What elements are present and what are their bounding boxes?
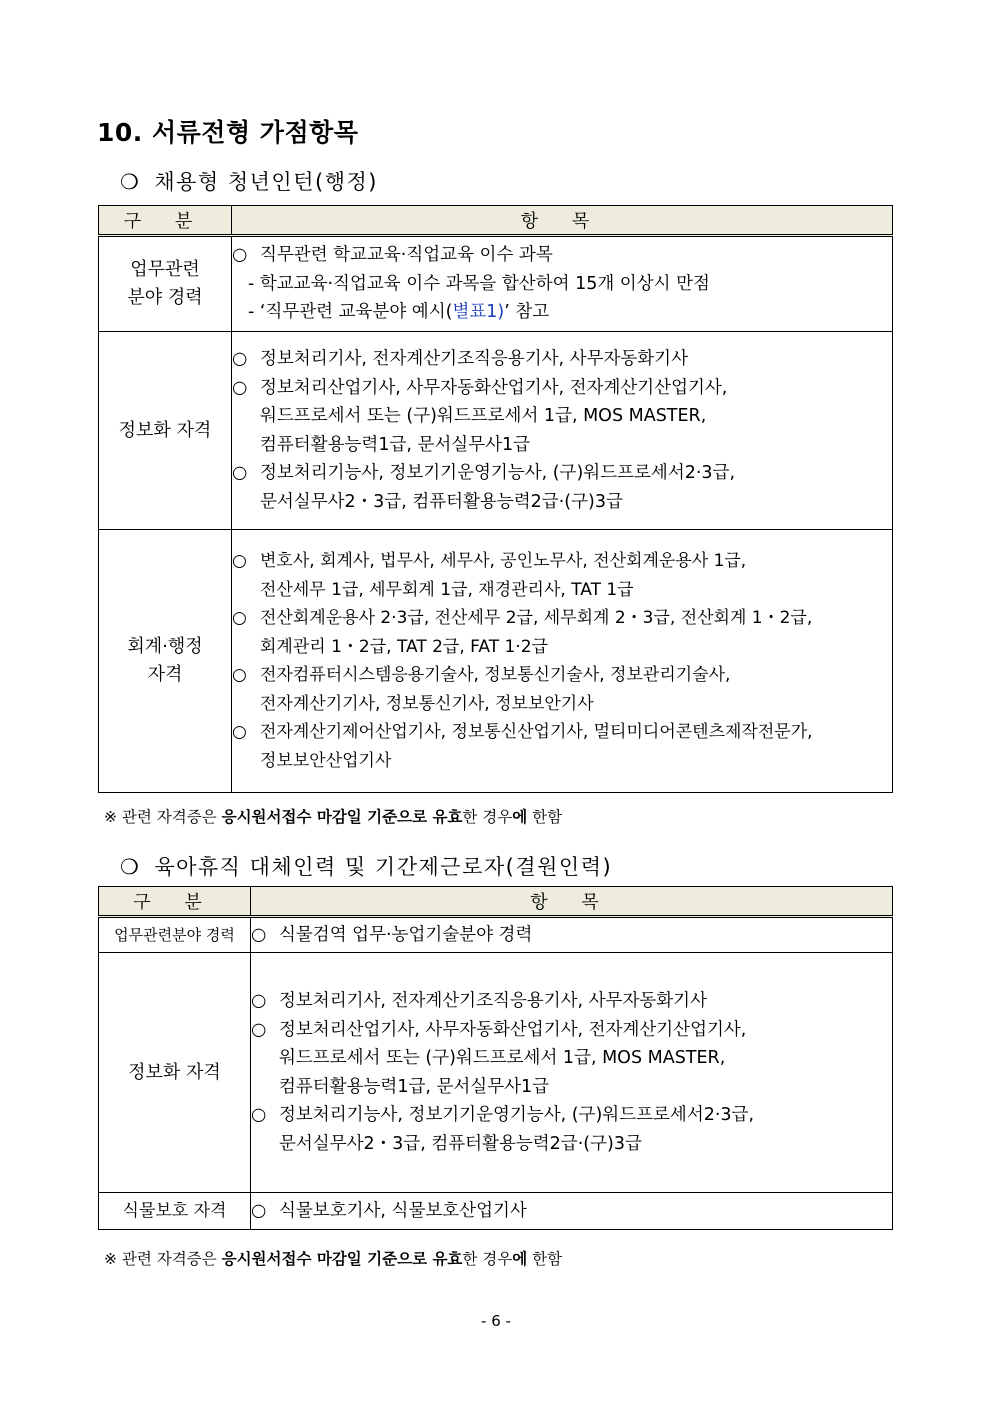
item-text: 정보보안산업기사 xyxy=(260,750,392,771)
item-text: 컴퓨터활용능력1급, 문서실무사1급 xyxy=(279,1076,550,1097)
item-text: 정보처리산업기사, 사무자동화산업기사, 전자계산기산업기사, xyxy=(279,1019,747,1040)
table-row xyxy=(99,332,893,530)
table-row xyxy=(99,917,893,953)
hollow-circle-bullet-icon: ❍ xyxy=(120,170,141,194)
sub-item: - 학교교육·직업교육 이수 과목을 합산하여 15개 이상시 만점 xyxy=(248,273,710,294)
circle-bullet-icon: ○ xyxy=(232,722,247,742)
note-emphasis: 에 xyxy=(512,1250,528,1268)
row-category: 업무관련분야 경력 xyxy=(99,917,251,953)
item-text: 회계관리 1・2급, TAT 2급, FAT 1·2급 xyxy=(260,636,548,657)
header-items: 항 목 xyxy=(251,887,893,917)
circle-bullet-icon: ○ xyxy=(232,551,247,571)
circle-bullet-icon: ○ xyxy=(251,1019,267,1040)
row-category: 정보화 자격 xyxy=(99,332,232,530)
row-items xyxy=(232,530,893,793)
appendix-reference: 별표1) xyxy=(452,302,505,323)
list-item xyxy=(232,374,892,460)
item-text: 식물보호기사, 식물보호산업기사 xyxy=(279,1200,527,1221)
qualification-note xyxy=(104,1247,562,1269)
item-text: 정보처리기능사, 정보기기운영기능사, (구)워드프로세서2·3급, xyxy=(260,463,736,483)
table-row xyxy=(99,236,893,332)
item-text: 전산회계운용사 2·3급, 전산세무 2급, 세무회계 2・3급, 전산회계 1・2급, xyxy=(260,608,813,628)
item-text: 전자계산기제어산업기사, 정보통신산업기사, 멀티미디어콘텐츠제작전문가, xyxy=(260,722,813,742)
row-category xyxy=(99,236,232,332)
list-item xyxy=(251,1101,892,1158)
item-text: 전자컴퓨터시스템응용기술사, 정보통신기술사, 정보관리기술사, xyxy=(260,665,731,685)
section2-heading-text: 육아휴직 대체인력 및 기간제근로자(결원인력) xyxy=(154,855,613,879)
item-text: 직무관련 학교교육·직업교육 이수 과목 xyxy=(260,245,553,266)
sub-item-text: - ‘직무관련 교육분야 예시( xyxy=(248,302,453,323)
item-text: 컴퓨터활용능력1급, 문서실무사1급 xyxy=(260,434,531,455)
item-text: 정보처리기능사, 정보기기운영기능사, (구)워드프로세서2·3급, xyxy=(279,1105,755,1125)
circle-bullet-icon: ○ xyxy=(251,1200,267,1221)
list-item xyxy=(232,718,892,775)
list-item xyxy=(251,1016,892,1102)
item-text: 전자계산기기사, 정보통신기사, 정보보안기사 xyxy=(260,693,594,714)
list-item xyxy=(232,459,892,516)
qualification-note xyxy=(104,805,562,827)
item-text: 워드프로세서 또는 (구)워드프로세서 1급, MOS MASTER, xyxy=(279,1048,726,1068)
section2-heading xyxy=(120,851,612,881)
row-category: 정보화 자격 xyxy=(99,953,251,1193)
circle-bullet-icon: ○ xyxy=(251,991,267,1011)
header-items: 항 목 xyxy=(232,206,893,236)
category-line: 업무관련 xyxy=(130,259,200,280)
header-category: 구 분 xyxy=(99,206,232,236)
sub-item-text: ’ 참고 xyxy=(504,302,550,323)
note-emphasis: 에 xyxy=(512,808,528,826)
circle-bullet-icon: ○ xyxy=(251,924,267,945)
circle-bullet-icon: ○ xyxy=(232,245,248,266)
row-items xyxy=(251,953,893,1193)
note-text: 한함 xyxy=(527,1250,563,1268)
section1-heading xyxy=(120,166,378,196)
circle-bullet-icon: ○ xyxy=(232,377,248,398)
item-text: 워드프로세서 또는 (구)워드프로세서 1급, MOS MASTER, xyxy=(260,406,707,426)
item-text: 식물검역 업무·농업기술분야 경력 xyxy=(279,924,533,945)
section2-table xyxy=(98,886,893,1230)
section1-heading-text: 채용형 청년인턴(행정) xyxy=(154,170,378,194)
row-items xyxy=(251,1193,893,1230)
section-title: 10. 서류전형 가점항목 xyxy=(97,118,359,147)
note-text: 한 경우 xyxy=(462,1250,513,1268)
row-items xyxy=(251,917,893,953)
note-emphasis: 응시원서접수 마감일 기준으로 유효 xyxy=(221,808,463,826)
section1-table xyxy=(98,205,893,793)
list-item xyxy=(251,987,892,1016)
list-item xyxy=(232,241,892,270)
row-items xyxy=(232,236,893,332)
item-text: 정보처리기사, 전자계산기조직응용기사, 사무자동화기사 xyxy=(260,349,688,369)
table-row xyxy=(99,530,893,793)
row-category xyxy=(99,530,232,793)
circle-bullet-icon: ○ xyxy=(232,665,247,685)
note-text: 한 경우 xyxy=(462,808,513,826)
table-row xyxy=(99,1193,893,1230)
table-header-row xyxy=(99,887,893,917)
circle-bullet-icon: ○ xyxy=(251,1105,267,1125)
list-item xyxy=(232,547,892,604)
circle-bullet-icon: ○ xyxy=(232,463,248,483)
note-text: ※ 관련 자격증은 xyxy=(104,1250,222,1268)
page-number: - 6 - xyxy=(481,1312,511,1330)
table-header-row xyxy=(99,206,893,236)
sub-item xyxy=(232,298,892,327)
item-text: 문서실무사2・3급, 컴퓨터활용능력2급·(구)3급 xyxy=(279,1133,642,1154)
category-line: 자격 xyxy=(147,664,183,685)
list-item xyxy=(251,1197,892,1226)
list-item xyxy=(251,921,892,950)
item-text: 정보처리기사, 전자계산기조직응용기사, 사무자동화기사 xyxy=(279,991,707,1011)
item-text: 문서실무사2・3급, 컴퓨터활용능력2급·(구)3급 xyxy=(260,491,623,512)
list-item xyxy=(232,604,892,661)
header-category: 구 분 xyxy=(99,887,251,917)
table-row xyxy=(99,953,893,1193)
note-text: ※ 관련 자격증은 xyxy=(104,808,222,826)
list-item xyxy=(232,345,892,374)
list-item xyxy=(232,661,892,718)
row-category: 식물보호 자격 xyxy=(99,1193,251,1230)
item-text: 정보처리산업기사, 사무자동화산업기사, 전자계산기산업기사, xyxy=(260,377,728,398)
circle-bullet-icon: ○ xyxy=(232,608,247,628)
item-text: 변호사, 회계사, 법무사, 세무사, 공인노무사, 전산회계운용사 1급, xyxy=(260,551,747,571)
category-line: 분야 경력 xyxy=(127,287,203,308)
note-text: 한함 xyxy=(527,808,563,826)
item-text: 전산세무 1급, 세무회계 1급, 재경관리사, TAT 1급 xyxy=(260,579,634,600)
hollow-circle-bullet-icon: ❍ xyxy=(120,855,141,879)
category-line: 회계·행정 xyxy=(127,636,203,657)
note-emphasis: 응시원서접수 마감일 기준으로 유효 xyxy=(221,1250,463,1268)
row-items xyxy=(232,332,893,530)
circle-bullet-icon: ○ xyxy=(232,349,248,369)
